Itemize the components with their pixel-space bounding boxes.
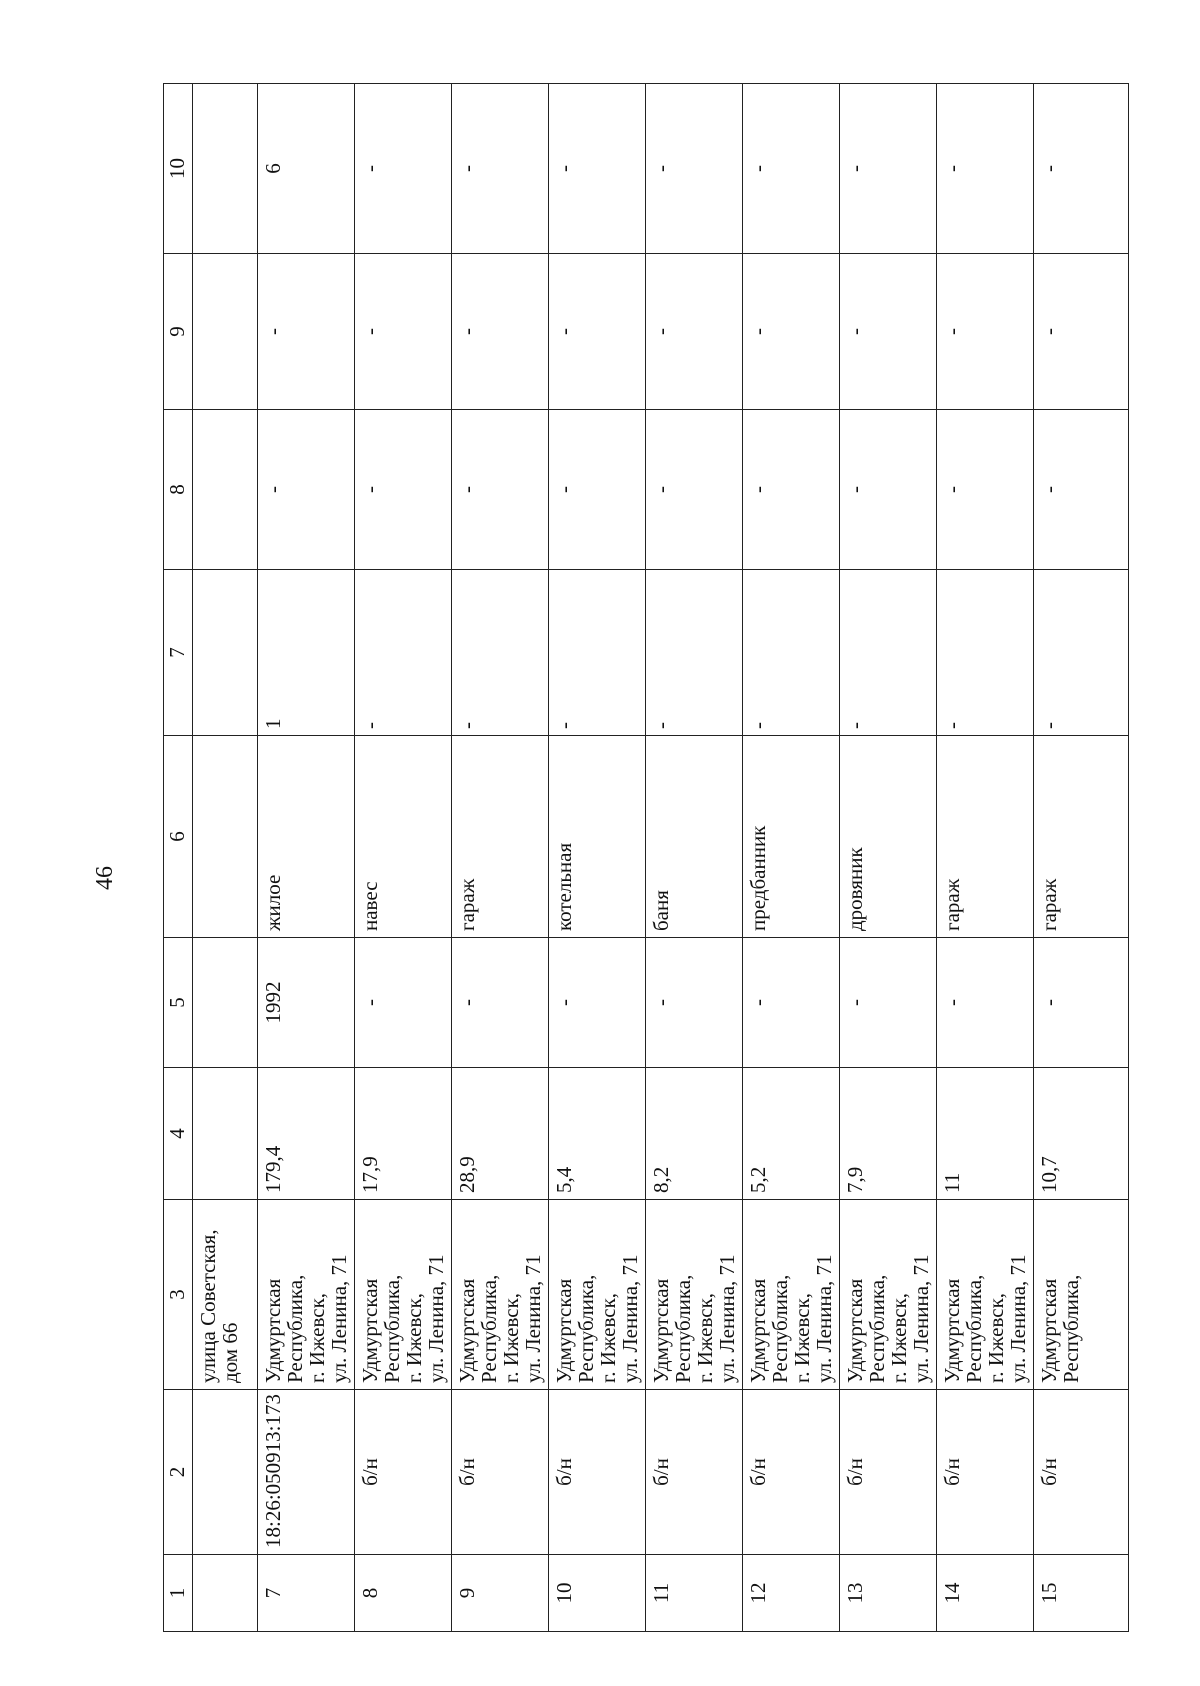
purpose-cell: жилое — [258, 736, 355, 938]
cadastral-number-cell: 18:26:050913:173 — [258, 1390, 355, 1555]
column-10-cell: - — [743, 84, 840, 254]
header-cell: 8 — [164, 410, 193, 570]
column-10-cell: - — [1034, 84, 1129, 254]
continuation-row — [193, 84, 258, 1632]
cadastral-number-cell: б/н — [549, 1390, 646, 1555]
area-cell: 11 — [937, 1068, 1034, 1200]
row-number-cell: 9 — [452, 1555, 549, 1632]
floors-cell: - — [452, 570, 549, 736]
column-10-cell: - — [840, 84, 937, 254]
year-cell: - — [937, 938, 1034, 1068]
area-cell: 17,9 — [355, 1068, 452, 1200]
address-cell: Удмуртская Республика, г. Ижевск, ул. Ленина, 71 — [258, 1200, 355, 1390]
floors-cell: - — [646, 570, 743, 736]
table-row — [937, 84, 1034, 1632]
column-8-cell: - — [646, 410, 743, 570]
purpose-cell: гараж — [1034, 736, 1129, 938]
empty-cell — [193, 254, 258, 410]
table-row — [743, 84, 840, 1632]
year-cell: - — [646, 938, 743, 1068]
year-cell: 1992 — [258, 938, 355, 1068]
area-cell: 28,9 — [452, 1068, 549, 1200]
floors-cell: - — [743, 570, 840, 736]
column-10-cell: - — [937, 84, 1034, 254]
column-9-cell: - — [355, 254, 452, 410]
purpose-cell: гараж — [452, 736, 549, 938]
purpose-cell: гараж — [937, 736, 1034, 938]
column-9-cell: - — [646, 254, 743, 410]
empty-cell — [193, 570, 258, 736]
table-row — [646, 84, 743, 1632]
column-8-cell: - — [743, 410, 840, 570]
floors-cell: - — [937, 570, 1034, 736]
cadastral-number-cell: б/н — [840, 1390, 937, 1555]
purpose-cell: котельная — [549, 736, 646, 938]
year-cell: - — [355, 938, 452, 1068]
column-9-cell: - — [1034, 254, 1129, 410]
year-cell: - — [840, 938, 937, 1068]
header-cell: 4 — [164, 1068, 193, 1200]
header-cell: 9 — [164, 254, 193, 410]
table-row — [840, 84, 937, 1632]
header-cell: 7 — [164, 570, 193, 736]
row-number-cell: 14 — [937, 1555, 1034, 1632]
floors-cell: - — [549, 570, 646, 736]
row-number-cell: 15 — [1034, 1555, 1129, 1632]
row-number-cell: 8 — [355, 1555, 452, 1632]
year-cell: - — [743, 938, 840, 1068]
header-cell: 2 — [164, 1390, 193, 1555]
row-number-cell: 7 — [258, 1555, 355, 1632]
address-cell: Удмуртская Республика, г. Ижевск, ул. Ленина, 71 — [549, 1200, 646, 1390]
column-8-cell: - — [937, 410, 1034, 570]
column-10-cell: 6 — [258, 84, 355, 254]
cadastral-number-cell: б/н — [1034, 1390, 1129, 1555]
column-8-cell: - — [452, 410, 549, 570]
column-8-cell: - — [355, 410, 452, 570]
address-cell: улица Советская, дом 66 — [193, 1200, 258, 1390]
table-row — [1034, 84, 1129, 1632]
empty-cell — [193, 938, 258, 1068]
column-8-cell: - — [549, 410, 646, 570]
purpose-cell: навес — [355, 736, 452, 938]
objects-table — [163, 83, 1129, 1632]
address-cell: Удмуртская Республика, г. Ижевск, ул. Ленина, 71 — [452, 1200, 549, 1390]
cadastral-number-cell: б/н — [743, 1390, 840, 1555]
column-9-cell: - — [840, 254, 937, 410]
column-10-cell: - — [646, 84, 743, 254]
floors-cell: - — [355, 570, 452, 736]
column-9-cell: - — [937, 254, 1034, 410]
table-row — [549, 84, 646, 1632]
column-9-cell: - — [258, 254, 355, 410]
column-9-cell: - — [743, 254, 840, 410]
area-cell: 7,9 — [840, 1068, 937, 1200]
purpose-cell: баня — [646, 736, 743, 938]
address-cell: Удмуртская Республика, г. Ижевск, ул. Ленина, 71 — [743, 1200, 840, 1390]
cadastral-number-cell: б/н — [355, 1390, 452, 1555]
year-cell: - — [452, 938, 549, 1068]
floors-cell: 1 — [258, 570, 355, 736]
header-cell: 10 — [164, 84, 193, 254]
cadastral-number-cell: б/н — [452, 1390, 549, 1555]
empty-cell — [193, 736, 258, 938]
column-8-cell: - — [840, 410, 937, 570]
column-9-cell: - — [549, 254, 646, 410]
table-container — [163, 84, 1083, 1632]
empty-cell — [193, 84, 258, 254]
column-10-cell: - — [355, 84, 452, 254]
table-row — [452, 84, 549, 1632]
header-cell: 3 — [164, 1200, 193, 1390]
area-cell: 5,2 — [743, 1068, 840, 1200]
address-cell: Удмуртская Республика, — [1034, 1200, 1129, 1390]
header-cell: 1 — [164, 1555, 193, 1632]
empty-cell — [193, 1390, 258, 1555]
header-cell: 5 — [164, 938, 193, 1068]
column-10-cell: - — [549, 84, 646, 254]
address-cell: Удмуртская Республика, г. Ижевск, ул. Ленина, 71 — [840, 1200, 937, 1390]
purpose-cell: дровяник — [840, 736, 937, 938]
table-row — [355, 84, 452, 1632]
header-cell: 6 — [164, 736, 193, 938]
area-cell: 8,2 — [646, 1068, 743, 1200]
cadastral-number-cell: б/н — [646, 1390, 743, 1555]
address-cell: Удмуртская Республика, г. Ижевск, ул. Ленина, 71 — [646, 1200, 743, 1390]
table-row — [258, 84, 355, 1632]
row-number-cell: 11 — [646, 1555, 743, 1632]
cadastral-number-cell: б/н — [937, 1390, 1034, 1555]
floors-cell: - — [1034, 570, 1129, 736]
header-row — [164, 84, 193, 1632]
row-number-cell: 12 — [743, 1555, 840, 1632]
empty-cell — [193, 1555, 258, 1632]
address-cell: Удмуртская Республика, г. Ижевск, ул. Ленина, 71 — [937, 1200, 1034, 1390]
area-cell: 179,4 — [258, 1068, 355, 1200]
column-8-cell: - — [1034, 410, 1129, 570]
floors-cell: - — [840, 570, 937, 736]
column-8-cell: - — [258, 410, 355, 570]
year-cell: - — [1034, 938, 1129, 1068]
row-number-cell: 13 — [840, 1555, 937, 1632]
purpose-cell: предбанник — [743, 736, 840, 938]
address-cell: Удмуртская Республика, г. Ижевск, ул. Ленина, 71 — [355, 1200, 452, 1390]
page-number: 46 — [92, 866, 118, 890]
empty-cell — [193, 1068, 258, 1200]
area-cell: 5,4 — [549, 1068, 646, 1200]
column-10-cell: - — [452, 84, 549, 254]
area-cell: 10,7 — [1034, 1068, 1129, 1200]
empty-cell — [193, 410, 258, 570]
column-9-cell: - — [452, 254, 549, 410]
row-number-cell: 10 — [549, 1555, 646, 1632]
year-cell: - — [549, 938, 646, 1068]
